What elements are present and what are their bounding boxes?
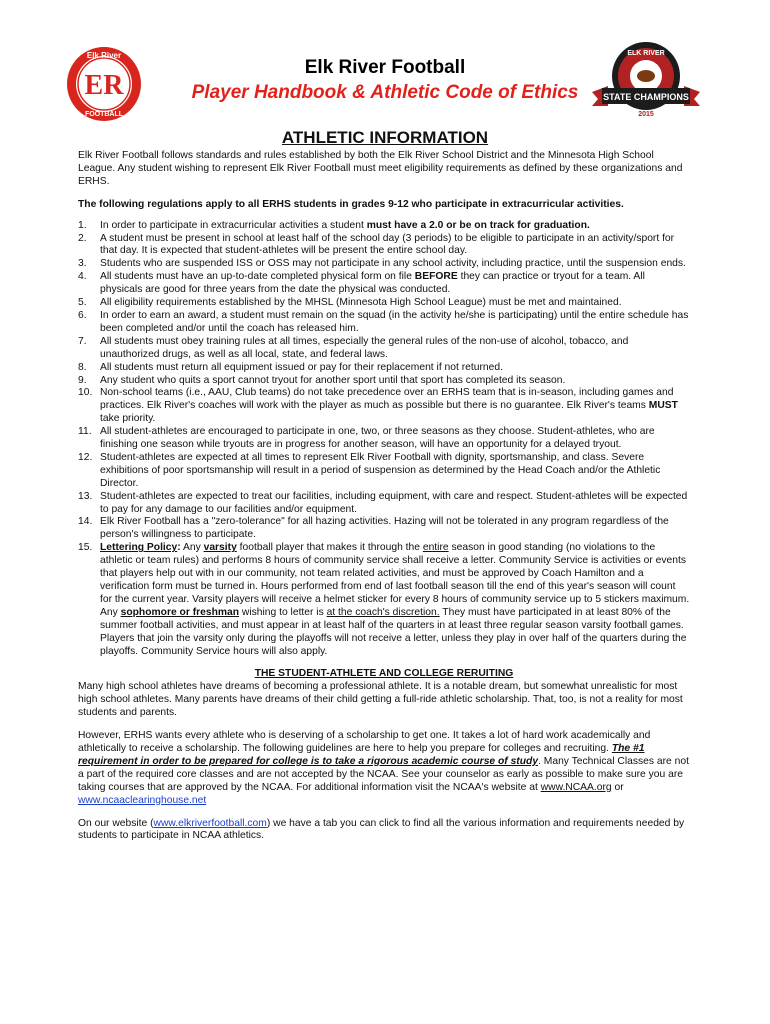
label-colon: : — [177, 542, 181, 554]
list-number: 8. — [78, 361, 87, 373]
list-number: 11. — [78, 426, 92, 438]
sophomore-freshman-text: sophomore or freshman — [120, 606, 240, 618]
rule-text: Any — [180, 542, 204, 554]
rule-text: All eligibility requirements established by the MHSL (Minnesota High School League) must be met and maintained. — [100, 297, 622, 309]
paragraph-text: or — [611, 781, 624, 793]
list-item — [78, 516, 690, 542]
rule-text: A student must be present in school at least half of the school day (3 periods) to be eligible to participate in an activity/sport for that day. It is expected that student-athletes will be present the entire school day. — [100, 232, 675, 257]
rule-text: Any student who quits a sport cannot tryout for another sport until that sport has completed its season. — [100, 374, 566, 386]
rule-emphasis: MUST — [648, 400, 678, 412]
list-number: 6. — [78, 309, 87, 321]
list-number: 12. — [78, 451, 93, 463]
list-number: 15. — [78, 542, 93, 554]
lettering-policy-label: Lettering Policy — [100, 542, 178, 554]
rule-emphasis: BEFORE — [414, 271, 458, 283]
paragraph-text: On our website ( — [78, 817, 154, 829]
ncaa-link[interactable]: www.NCAA.org — [540, 781, 612, 793]
rule-emphasis: must have a 2.0 or be on track for graduation. — [366, 219, 590, 231]
list-item — [78, 362, 690, 375]
list-item — [78, 542, 690, 658]
logo-banner-text: STATE CHAMPIONS — [603, 92, 689, 102]
rule-text: take priority. — [100, 413, 156, 425]
list-number: 10. — [78, 387, 93, 399]
logo-year-text: 2015 — [638, 111, 654, 118]
entire-text: entire — [422, 542, 449, 554]
list-number: 3. — [78, 258, 87, 270]
rule-text: All students must return all equipment issued or pay for their replacement if not returned. — [100, 361, 503, 373]
college-section-title: THE STUDENT-ATHLETE AND COLLEGE RERUITING — [254, 668, 514, 680]
list-item — [78, 336, 690, 362]
list-item — [78, 375, 690, 388]
list-item — [78, 258, 690, 271]
rule-text: Non-school teams (i.e., AAU, Club teams) do not take precedence over an ERHS team that is in-season, including games and practices. Elk River's coaches will work with the player as much as possible but there is no guarantee. Elk River's teams — [100, 387, 674, 412]
rule-text: They must have participated in at least 80% of the summer football activities, and must appear in at least half of the quarters in at least three regular season varsity football games. Players that join the varsity only during the playoffs will not receive a letter, unless they play in over half of the quarters during the playoffs. Community Service hours will also apply. — [100, 606, 687, 657]
rule-text: In order to earn an award, a student must remain on the squad (in the activity he/she is participating) until the entire schedule has been completed and/or until the coach has released him. — [100, 309, 689, 334]
logo-top-text: ELK RIVER — [627, 50, 665, 57]
paragraph-text: . Many Technical Classes are not a part of the required core classes and are not accepted by the NCAA. See your counselor as early as possible to make sure you are taking courses that are approved by the NCAA. For additional information visit the NCAA's website at — [78, 755, 689, 793]
paragraph-text: ) we have a tab you can click to find all the various information and requirements needed by students to participate in NCAA athletics. — [78, 817, 685, 842]
rule-text: they can practice or tryout for a team. All physicals are good for three years from the date the physical was conducted. — [100, 271, 645, 296]
list-number: 9. — [78, 374, 87, 386]
logo-top-text: Elk River — [86, 51, 122, 60]
rule-text: Students who are suspended ISS or OSS may not participate in any school activity, including practice, until the suspension ends. — [100, 258, 686, 270]
requirement-emphasis: The #1 requirement in order to be prepared for college is to take a rigorous academic course of study — [78, 742, 645, 767]
list-item — [78, 297, 690, 310]
rule-text: Student-athletes are expected at all times to represent Elk River Football with dignity, sportsmanship, and class. Severe exhibitions of poor sportsmanship will result in a period of suspension as determined by the Head Coach and/or the Athletic Director. — [100, 451, 661, 489]
page-title: Elk River Football — [304, 57, 466, 78]
list-number: 7. — [78, 335, 87, 347]
list-number: 1. — [78, 219, 87, 231]
rule-text: All students must have an up-to-date completed physical form on file — [100, 271, 415, 283]
college-paragraph-3 — [78, 818, 690, 844]
list-number: 4. — [78, 271, 87, 283]
rule-text: season in good standing (no violations to the athletic or team rules) and performs 8 hours of community service shall receive a letter. Community Service is activities or events that players help out with in our community, not team related activities, and must be approved by Coach Hamilton and a verification form must be turned in. Hours performed from end of last football season till the end of this year's season will count for the current year. Varsity players will receive a helmet sticker for every 8 hours of community service up to 5 stickers maximum. Any — [100, 542, 690, 618]
rule-text: Student-athletes are expected to treat our facilities, including equipment, with care and respect. Student-athletes will be expected to pay for any damage to our facilities and/or equipment. — [100, 490, 688, 515]
varsity-text: varsity — [203, 542, 237, 554]
list-item — [78, 233, 690, 259]
list-number: 14. — [78, 516, 93, 528]
rule-15-list — [78, 542, 690, 658]
list-item — [78, 310, 690, 336]
paragraph-text: However, ERHS wants every athlete who is deserving of a scholarship to get one. It takes a lot of hard work academically and athletically to receive a scholarship. The following guidelines are here to help you prepare for colleges and recruiting. — [78, 730, 651, 754]
logo-bottom-text: FOOTBALL — [84, 111, 124, 118]
college-paragraph-1: Many high school athletes have dreams of becoming a professional athlete. It is a notable dream, but somewhat unrealistic for most high school athletes. Many parents have dreams of their child getting a full-ride athletic scholarship. That, too, is not a reality for most students and parents. — [78, 681, 683, 719]
elkriverfootball-link[interactable]: www.elkriverfootball.com — [153, 817, 267, 829]
rule-text: In order to participate in extracurricular activities a student — [100, 219, 367, 231]
regulations-intro: The following regulations apply to all ERHS students in grades 9-12 who participate in extracurricular activities. — [78, 198, 624, 210]
list-item — [78, 271, 690, 297]
college-paragraph-2 — [78, 730, 690, 807]
section-title: ATHLETIC INFORMATION — [281, 128, 489, 147]
list-item — [78, 452, 690, 491]
ncaa-clearinghouse-link[interactable]: www.ncaaclearinghouse.net — [78, 794, 207, 806]
list-number: 2. — [78, 232, 87, 244]
rule-text: All students must obey training rules at all times, especially the general rules of the non-use of alcohol, tobacco, and unauthorized drugs, as well as all local, state, and federal laws. — [100, 335, 629, 360]
discretion-text: at the coach's discretion. — [326, 606, 440, 618]
document-body — [78, 150, 690, 853]
list-item — [78, 426, 690, 452]
intro-paragraph: Elk River Football follows standards and rules established by both the Elk River School District and the Minnesota High School League. Any student wishing to represent Elk River Football must meet eligibility requirements as defined by these organizations and ERHS. — [78, 150, 683, 187]
list-number: 13. — [78, 490, 93, 502]
list-item — [78, 491, 690, 517]
rule-text: wishing to letter is — [239, 606, 327, 618]
list-item — [78, 220, 690, 233]
rule-text: football player that makes it through the — [236, 542, 423, 554]
page-subtitle: Player Handbook & Athletic Code of Ethics — [191, 82, 579, 103]
rules-list — [78, 220, 690, 543]
logo-monogram: ER — [84, 70, 124, 101]
list-number: 5. — [78, 297, 87, 309]
rule-text: All student-athletes are encouraged to participate in one, two, or three seasons as they choose. Student-athletes, who are finishing one season while tryouts are in progress for another season, will have an opportunity for a delayed tryout. — [100, 426, 655, 451]
list-item — [78, 387, 690, 426]
rule-text: Elk River Football has a "zero-tolerance" for all hazing activities. Hazing will not be tolerated in any program regardless of the person's willingness to participate. — [100, 516, 669, 541]
